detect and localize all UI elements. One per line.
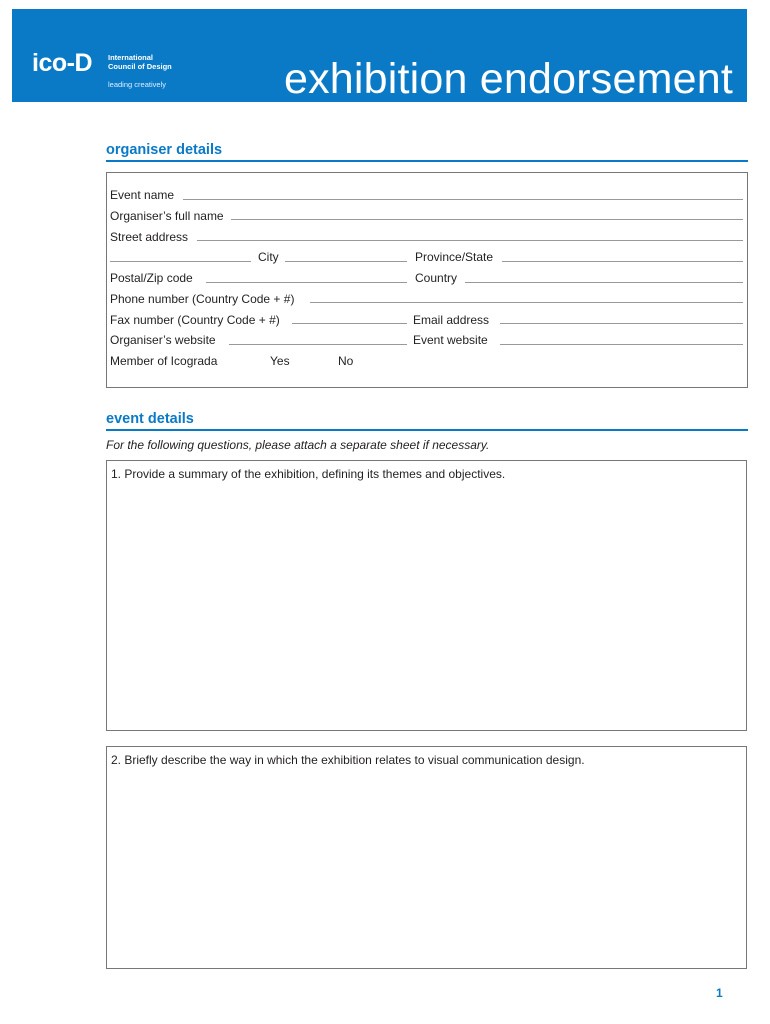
postal-zip-field[interactable] bbox=[206, 282, 407, 283]
organiser-details-heading: organiser details bbox=[106, 142, 223, 158]
org-name bbox=[108, 53, 172, 71]
org-name-line2: Council of Design bbox=[108, 62, 172, 71]
country-label: Country bbox=[415, 271, 458, 285]
question-2: 2. Briefly describe the way in which the exhibition relates to visual communication design. bbox=[111, 753, 585, 767]
event-website-field[interactable] bbox=[500, 344, 743, 345]
ico-d-logo: ico-D bbox=[32, 49, 92, 77]
city-label: City bbox=[258, 250, 279, 264]
summary-answer-box[interactable] bbox=[106, 460, 747, 731]
document-title: exhibition endorsement bbox=[283, 55, 733, 103]
member-no-option[interactable]: No bbox=[338, 354, 354, 368]
street-address-field[interactable] bbox=[197, 240, 743, 241]
event-details-heading: event details bbox=[106, 411, 194, 427]
organiser-website-label: Organiser’s website bbox=[110, 333, 216, 347]
event-name-label: Event name bbox=[110, 188, 175, 202]
event-website-label: Event website bbox=[413, 333, 488, 347]
province-state-field[interactable] bbox=[502, 261, 743, 262]
attach-sheet-note: For the following questions, please attach a separate sheet if necessary. bbox=[106, 438, 490, 452]
design-relation-answer-box[interactable] bbox=[106, 746, 747, 969]
province-state-label: Province/State bbox=[415, 250, 494, 264]
postal-zip-label: Postal/Zip code bbox=[110, 271, 193, 285]
email-address-field[interactable] bbox=[500, 323, 743, 324]
city-field[interactable] bbox=[285, 261, 407, 262]
header-banner bbox=[12, 9, 747, 102]
street-address-label: Street address bbox=[110, 230, 189, 244]
street-address-continued-field[interactable] bbox=[110, 261, 251, 262]
member-of-icograda-label: Member of Icograda bbox=[110, 354, 218, 368]
event-details-rule bbox=[106, 429, 748, 431]
tagline: leading creatively bbox=[108, 80, 166, 89]
fax-number-label: Fax number (Country Code + #) bbox=[110, 313, 280, 327]
country-field[interactable] bbox=[465, 282, 743, 283]
member-yes-option[interactable]: Yes bbox=[270, 354, 290, 368]
phone-number-label: Phone number (Country Code + #) bbox=[110, 292, 295, 306]
org-name-line1: International bbox=[108, 53, 154, 62]
fax-number-field[interactable] bbox=[292, 323, 407, 324]
page-number: 1 bbox=[716, 986, 723, 1000]
event-name-field[interactable] bbox=[183, 199, 743, 200]
phone-number-field[interactable] bbox=[310, 302, 743, 303]
organiser-details-rule bbox=[106, 160, 748, 162]
organiser-full-name-label: Organiser’s full name bbox=[110, 209, 224, 223]
question-1: 1. Provide a summary of the exhibition, defining its themes and objectives. bbox=[111, 467, 506, 481]
email-address-label: Email address bbox=[413, 313, 490, 327]
organiser-full-name-field[interactable] bbox=[231, 219, 743, 220]
organiser-website-field[interactable] bbox=[229, 344, 407, 345]
